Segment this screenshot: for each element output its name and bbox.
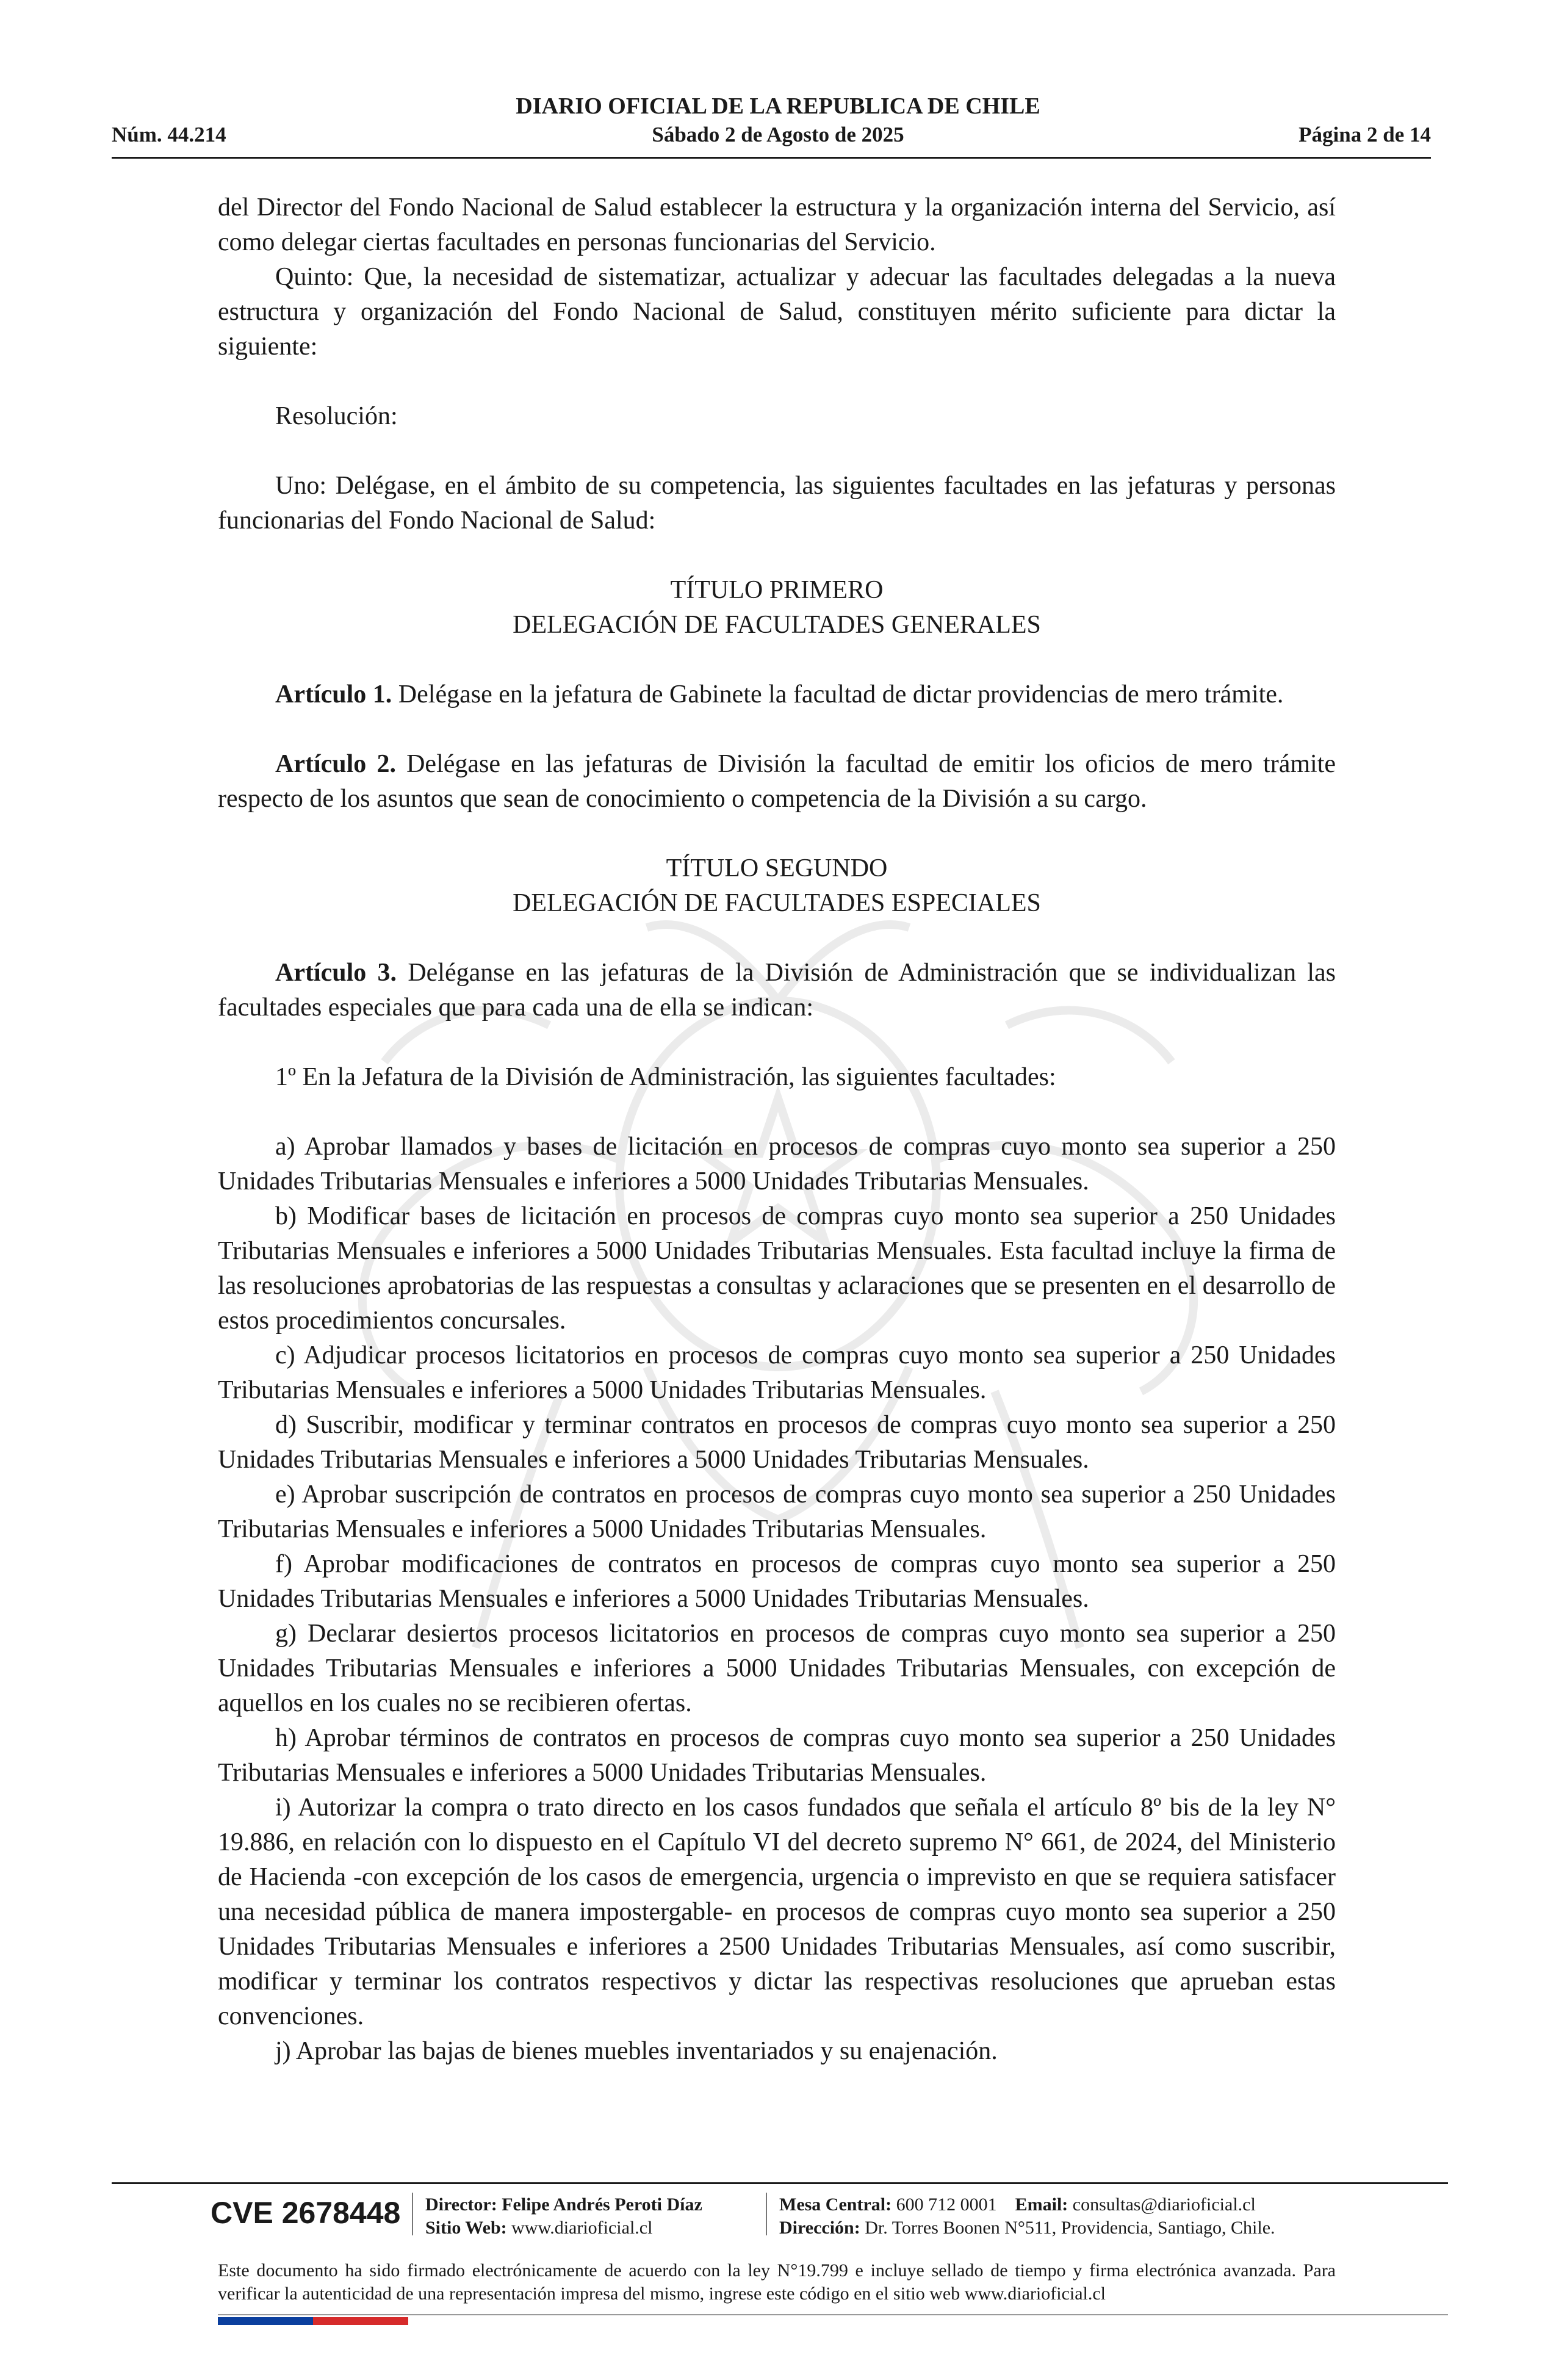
phone-label: Mesa Central: [779,2194,892,2215]
email-link[interactable]: consultas@diarioficial.cl [1072,2194,1256,2215]
clause-h: h) Aprobar términos de contratos en procesos de compras cuyo monto sea superior a 250 Unidades Tributarias Mensuales e inferiores a 5000 Unidades Tributarias Mensuales. [218,1724,1336,1787]
email-label: Email: [1015,2194,1068,2215]
clause-j: j) Aprobar las bajas de bienes muebles inventariados y su enajenación. [275,2037,998,2065]
article-2 [218,747,1336,817]
footer-contact-block [779,2193,1275,2240]
title-two-heading: TÍTULO SEGUNDO [666,854,888,882]
clause-b: b) Modificar bases de licitación en procesos de compras cuyo monto sea superior a 250 Unidades Tributarias Mensuales e inferiores a 5000 Unidades Tributarias Mensuales. Esta facultad incluye la firma de las resoluciones aprobatorias de las respuestas a consultas y aclaraciones que se presenten en el desarrollo de estos procedimientos concursales. [218,1202,1336,1335]
clause-d: d) Suscribir, modificar y terminar contratos en procesos de compras cuyo monto sea superior a 250 Unidades Tributarias Mensuales e inferiores a 5000 Unidades Tributarias Mensuales. [218,1411,1336,1474]
website-label: Sitio Web: [425,2218,507,2238]
cve-code: CVE 2678448 [211,2196,401,2230]
article-3-text: Deléganse en las jefaturas de la División de Administración que se individualizan las facultades especiales que para cada una de ella se indican: [218,959,1336,1022]
clause-c: c) Adjudicar procesos licitatorios en procesos de compras cuyo monto sea superior a 250 Unidades Tributarias Mensuales e inferiores a 5000 Unidades Tributarias Mensuales. [218,1341,1336,1404]
address-value: Dr. Torres Boonen N°511, Providencia, Santiago, Chile. [865,2218,1275,2238]
clause-f: f) Aprobar modificaciones de contratos en procesos de compras cuyo monto sea superior a 250 Unidades Tributarias Mensuales e inferiores a 5000 Unidades Tributarias Mensuales. [218,1550,1336,1613]
title-one-heading: TÍTULO PRIMERO [670,576,884,604]
footer-director-block [425,2193,702,2240]
page-indicator: Página 2 de 14 [1298,123,1431,146]
clause-g: g) Declarar desiertos procesos licitatorios en procesos de compras cuyo monto sea superior a 250 Unidades Tributarias Mensuales e inferiores a 5000 Unidades Tributarias Mensuales, con excepción de aquellos en los cuales no se recibieren ofertas. [218,1620,1336,1717]
issue-date: Sábado 2 de Agosto de 2025 [652,123,904,146]
title-one-subheading: DELEGACIÓN DE FACULTADES GENERALES [513,611,1041,639]
article-3-label: Artículo 3. [275,959,397,987]
signature-notice: Este documento ha sido firmado electrónicamente de acuerdo con la ley N°19.799 e incluye sellado de tiempo y firma electrónica avanzada. Para verificar la autenticidad de una representación impresa del mismo, ingrese este código en el sitio web www.diarioficial.cl [218,2260,1336,2304]
flag-stripe-blue [218,2317,313,2325]
article-2-text: Delégase en las jefaturas de División la facultad de emitir los oficios de mero trámite respecto de los asuntos que sean de conocimiento o competencia de la División a su cargo. [218,750,1336,813]
phone-number: 600 712 0001 [896,2194,997,2215]
paragraph-quinto: Quinto: Que, la necesidad de sistematizar, actualizar y adecuar las facultades delegadas a la nueva estructura y organización del Fondo Nacional de Salud, constituyen mérito suficiente para dictar la siguiente: [218,263,1336,361]
header-divider [112,157,1431,159]
paragraph-uno: Uno: Delégase, en el ámbito de su competencia, las siguientes facultades en las jefaturas y personas funcionarias del Fondo Nacional de Salud: [218,472,1336,535]
footer-separator [412,2193,413,2235]
footer-bottom-rule [218,2314,1448,2315]
address-label: Dirección: [779,2218,860,2238]
article-1-text: Delégase en la jefatura de Gabinete la facultad de dictar providencias de mero trámite. [392,680,1284,709]
clause-a: a) Aprobar llamados y bases de licitación en procesos de compras cuyo monto sea superior a 250 Unidades Tributarias Mensuales e inferiores a 5000 Unidades Tributarias Mensuales. [218,1133,1336,1195]
footer-divider [112,2182,1448,2184]
resolution-heading: Resolución: [275,402,398,430]
article-1 [218,677,1336,712]
clause-e: e) Aprobar suscripción de contratos en procesos de compras cuyo monto sea superior a 250 Unidades Tributarias Mensuales e inferiores a 5000 Unidades Tributarias Mensuales. [218,1480,1336,1543]
item-1-heading: 1º En la Jefatura de la División de Administración, las siguientes facultades: [275,1063,1056,1091]
article-2-label: Artículo 2. [275,750,396,778]
article-3 [218,956,1336,1025]
issue-number: Núm. 44.214 [112,123,226,146]
website-link[interactable]: www.diarioficial.cl [511,2218,653,2238]
newspaper-title: DIARIO OFICIAL DE LA REPUBLICA DE CHILE [516,93,1040,119]
director-name: Felipe Andrés Peroti Díaz [502,2194,702,2215]
paragraph-intro: del Director del Fondo Nacional de Salud establecer la estructura y la organización interna del Servicio, así como delegar ciertas facultades en personas funcionarias del Servicio. [218,193,1336,256]
clause-i: i) Autorizar la compra o trato directo en los casos fundados que señala el artículo 8º bis de la ley N° 19.886, en relación con lo dispuesto en el Capítulo VI del decreto supremo N° 661, de 2024, del Ministerio de Hacienda -con excepción de los casos de emergencia, urgencia o imprevisto en que se requiera satisfacer una necesidad pública de manera impostergable- en procesos de compras cuyo monto sea superior a 250 Unidades Tributarias Mensuales e inferiores a 2500 Unidades Tributarias Mensuales, así como suscribir, modificar y terminar los contratos respectivos y dictar las respectivas resoluciones que aprueban estas convenciones. [218,1794,1336,2030]
title-two-subheading: DELEGACIÓN DE FACULTADES ESPECIALES [513,889,1041,917]
flag-stripe-red [313,2317,408,2325]
director-label: Director: [425,2194,497,2215]
footer-separator [766,2193,767,2235]
article-1-label: Artículo 1. [275,680,392,709]
document-body [218,190,1336,2069]
